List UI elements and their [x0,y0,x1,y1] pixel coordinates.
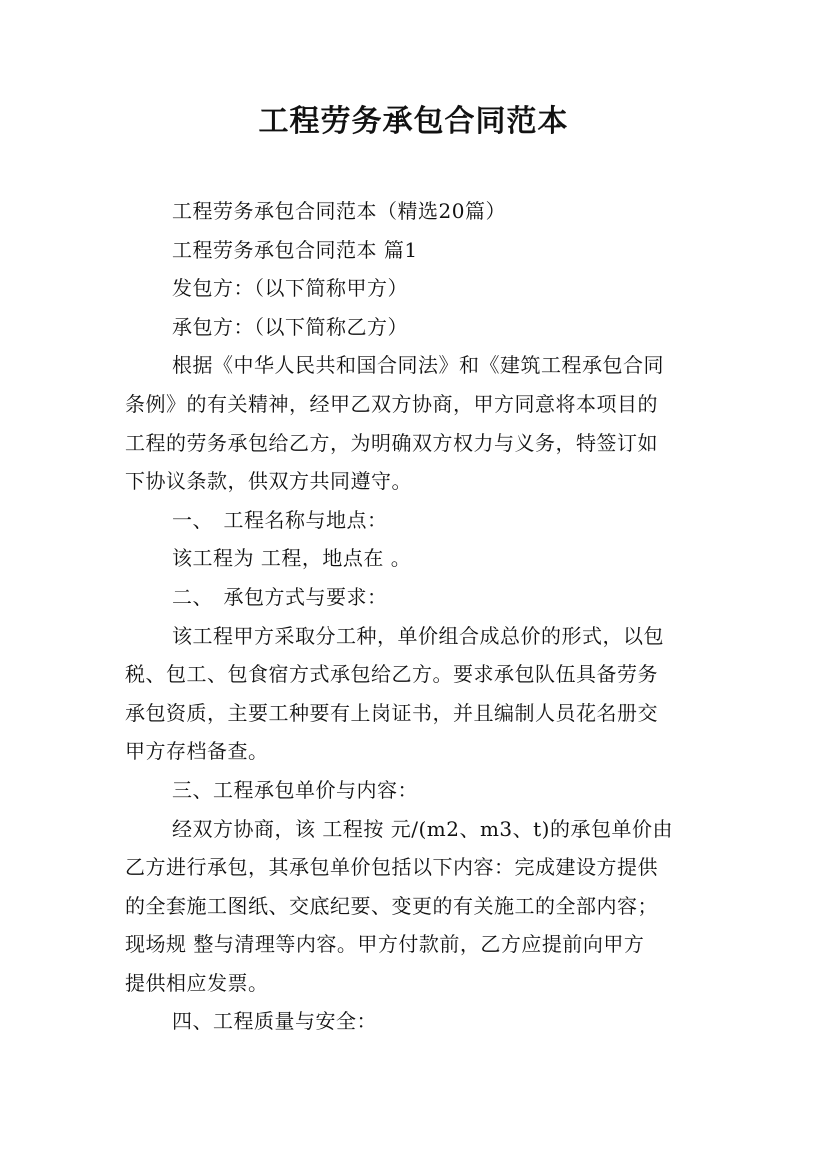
text-line: 现场规 整与清理等内容。甲方付款前，乙方应提前向甲方 [125,932,645,957]
text-line: 二、 承包方式与要求： [172,584,388,609]
text-line: 承包方：（以下简称乙方） [172,314,408,339]
paragraph-party-b [125,308,705,347]
text-line: 乙方进行承包，其承包单价包括以下内容：完成建设方提供 [125,855,658,880]
text-line: 工程劳务承包合同范本 篇1 [172,237,418,262]
text-line: 税、包工、包食宿方式承包给乙方。要求承包队伍具备劳务 [125,662,658,687]
paragraph-heading-2 [125,578,705,617]
text-line: 承包资质，主要工种要有上岗证书，并且编制人员花名册交 [125,700,658,725]
text-line: 一、 工程名称与地点： [172,507,388,532]
text-line: 下协议条款，供双方共同遵守。 [125,469,412,494]
text-line: 发包方：（以下简称甲方） [172,276,408,301]
text-line: 条例》的有关精神，经甲乙双方协商，甲方同意将本项目的 [125,391,658,416]
text-line: 工程劳务承包合同范本（精选20篇） [172,199,506,223]
text-line: 提供相应发票。 [125,970,269,995]
paragraph-heading-3 [125,771,705,810]
paragraph-heading-1 [125,501,705,540]
paragraph-section-heading [125,231,705,270]
paragraph-subtitle [125,192,705,231]
paragraph-preamble [125,346,705,500]
text-line: 的全套施工图纸、交底纪要、变更的有关施工的全部内容； [125,893,658,918]
paragraph-contract-method [125,617,705,771]
paragraph-heading-4 [125,1002,705,1041]
text-line: 工程的劳务承包给乙方，为明确双方权力与义务，特签订如 [125,430,658,455]
document-body [125,192,705,1041]
paragraph-party-a [125,269,705,308]
text-line: 该工程为 工程，地点在 。 [172,546,412,571]
text-line: 甲方存档备查。 [125,739,269,764]
paragraph-unit-price [125,810,705,1003]
text-line: 根据《中华人民共和国合同法》和《建筑工程承包合同 [172,353,664,378]
document-title: 工程劳务承包合同范本 [258,104,569,139]
paragraph-project-name [125,539,705,578]
text-line: 三、工程承包单价与内容： [172,777,418,802]
text-line: 该工程甲方采取分工种，单价组合成总价的形式，以包 [172,623,664,648]
text-line: 经双方协商，该 工程按 元/(m2、m3、t)的承包单价由 [172,816,673,841]
text-line: 四、工程质量与安全： [172,1009,377,1034]
